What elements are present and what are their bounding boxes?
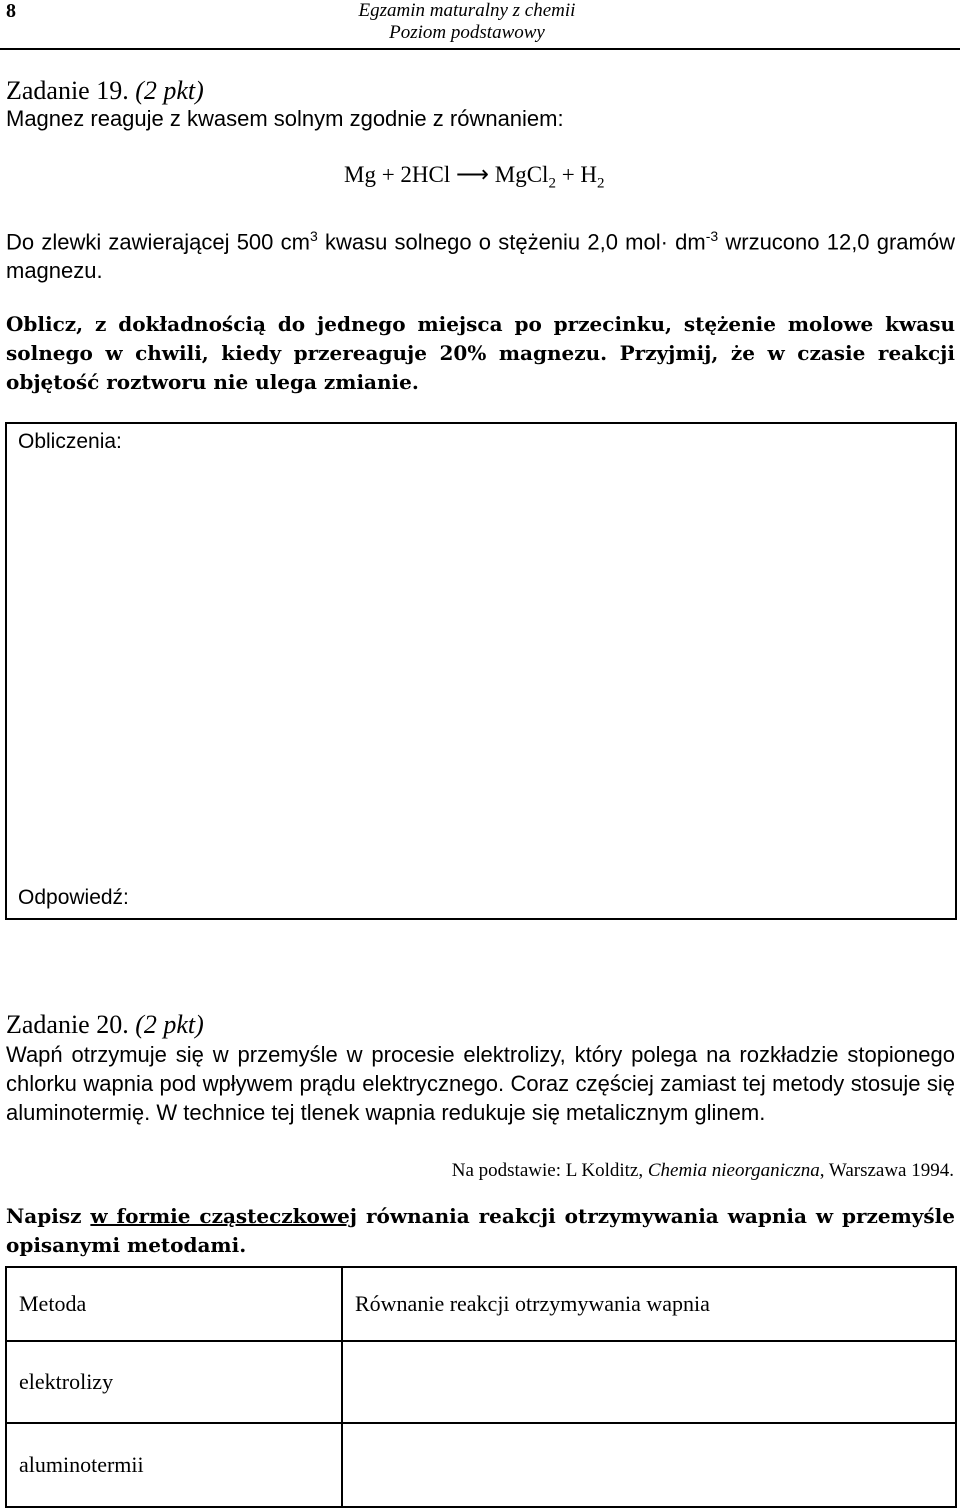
page-number: 8 <box>6 0 16 22</box>
task-20-text: Wapń otrzymuje się w przemyśle w procesie elektrolizy, który polega na rozkładzie stopionego chlorku wapnia pod wpływem prądu elektrycznego. Coraz częściej zamiast tej metody stosuje się aluminotermię. W technice tej tlenek wapnia redukuje się metalicznym glinem. <box>6 1042 955 1125</box>
task-19-points: (2 pkt) <box>135 76 204 105</box>
table-header-row <box>6 1267 956 1341</box>
source-title: Chemia nieorganiczna <box>647 1160 820 1181</box>
header-line-2: Poziom podstawowy <box>389 22 545 43</box>
table-cell-answer[interactable] <box>342 1423 956 1507</box>
table-cell-answer[interactable] <box>342 1341 956 1423</box>
equation-reactants: Mg + 2HCl <box>344 162 451 187</box>
equation-product-2: + H <box>555 162 598 187</box>
equation-subscript-1: 2 <box>548 175 556 192</box>
equation-subscript-2: 2 <box>597 175 605 192</box>
source-prefix: Na podstawie: L Kolditz, <box>451 1160 648 1181</box>
table-row <box>6 1341 956 1423</box>
instr-underlined: w formie cząsteczkowej <box>90 1204 358 1228</box>
source-suffix: , Warszawa 1994. <box>819 1160 954 1181</box>
task-19-title <box>6 76 204 106</box>
table-header-equation: Równanie reakcji otrzymywania wapnia <box>342 1267 956 1341</box>
reaction-arrow-icon: ⟶ <box>456 162 489 187</box>
running-header <box>352 0 582 44</box>
source-citation <box>452 1160 954 1182</box>
calculation-box[interactable] <box>5 422 957 920</box>
instr-part-a: Napisz <box>6 1204 91 1228</box>
reaction-equation <box>344 162 605 193</box>
table-header-method: Metoda <box>6 1267 342 1341</box>
task-19-instruction: Oblicz, z dokładnością do jednego miejsca po przecinku, stężenie molowe kwasu solnego w chwili, kiedy przereaguje 20% magnezu. Przyjmij, że w czasie reakcji objętość roztworu nie ulega zmianie. <box>6 312 955 394</box>
answer-label: Odpowiedź: <box>18 886 129 909</box>
superscript-minus-3: -3 <box>705 228 719 244</box>
text-part-c: · dm <box>660 229 706 255</box>
task-19-intro: Magnez reaguje z kwasem solnym zgodnie z równaniem: <box>6 106 564 131</box>
answer-table <box>5 1266 957 1508</box>
instr-part-b: równania reakcji otrzymywania wapnia w przemyśle opisanymi metodami. <box>6 1204 956 1257</box>
task-19-number: Zadanie 19. <box>6 76 129 105</box>
header-rule <box>0 48 960 50</box>
table-row <box>6 1423 956 1507</box>
table-cell-method: elektrolizy <box>6 1341 342 1423</box>
header-line-1: Egzamin maturalny z chemii <box>358 0 576 21</box>
text-part-b: kwasu solnego o stężeniu 2,0 mol <box>317 229 661 255</box>
text-part-d: wrzucono 12,0 gramów magnezu. <box>6 229 955 284</box>
equation-product-1: MgCl <box>494 162 549 187</box>
text-part-a: Do zlewki zawierającej 500 cm <box>6 229 310 255</box>
task-20-number: Zadanie 20. <box>6 1010 129 1039</box>
task-20-instruction <box>6 1202 955 1260</box>
calc-label: Obliczenia: <box>18 430 122 453</box>
superscript-3: 3 <box>309 228 318 244</box>
table-cell-method: aluminotermii <box>6 1423 342 1507</box>
task-20-title <box>6 1010 204 1040</box>
task-19-text <box>6 222 955 285</box>
task-20-points: (2 pkt) <box>135 1010 204 1039</box>
